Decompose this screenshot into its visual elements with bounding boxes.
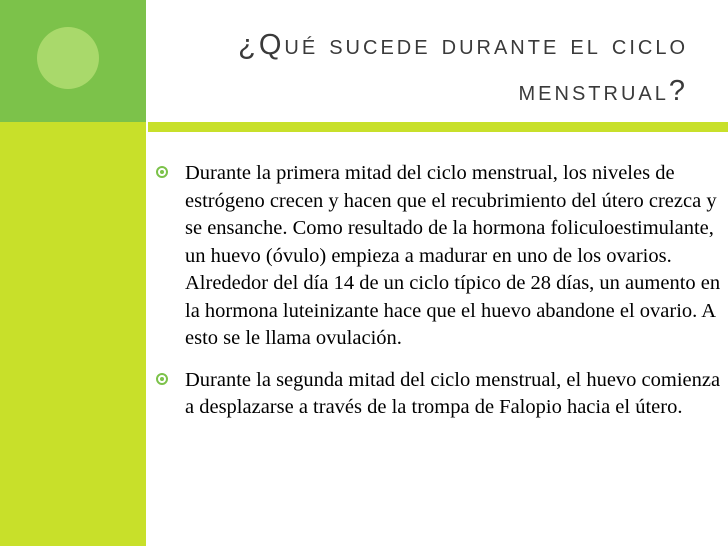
decorative-circle — [37, 27, 99, 89]
bullet-item-2 — [156, 367, 721, 422]
bullet-text-2: Durante la segunda mitad del ciclo menstrual, el huevo comienza a desplazarse a través de la trompa de Falopio hacia el útero. — [185, 368, 721, 418]
title-underline-bar — [148, 122, 728, 132]
circle-bullet-icon — [156, 373, 168, 385]
bullet-item-1 — [156, 160, 721, 353]
slide-title: ¿Qué sucede durante el ciclo menstrual? — [238, 29, 688, 107]
bullet-text-1: Durante la primera mitad del ciclo menstrual, los niveles de estrógeno crecen y hacen que el recubrimiento del útero crezca y se ensanche. Como resultado de la hormona foliculoestimulante, un huevo (óvulo) empieza a madurar en uno de los ovarios. Alrededor del día 14 de un ciclo típico de 28 días, un aumento en la hormona luteinizante hace que el huevo abandone el ovario. A esto se le llama ovulación. — [185, 162, 721, 349]
circle-bullet-icon — [156, 166, 168, 178]
slide-content — [156, 160, 721, 436]
